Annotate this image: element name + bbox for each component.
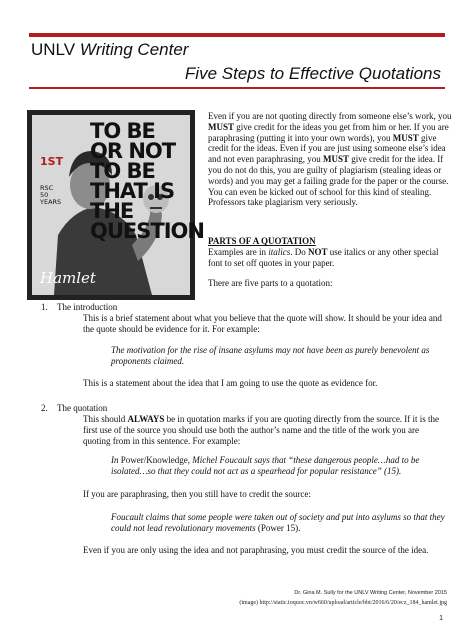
intro-must-1: MUST (208, 121, 235, 132)
stamp-org: RSC 50 YEARS (40, 184, 62, 206)
section-2-example-text: , Michel Foucault says that “these dangerous people…had to be isolated…so that they could not act as a spearhead for popular resistance” (15). (111, 455, 420, 476)
footer-image-credit: (image) http://static.toquoc.vn/w660/upload/article/bbt/2016/6/20/ecz_184_hamlet.jpg (239, 600, 447, 606)
header-top-bar (29, 33, 445, 37)
stamp-edition: 1ST (40, 155, 64, 168)
stamp-headline: TO BE OR NOT TO BE THAT IS THE QUESTION (90, 119, 204, 243)
parts-italics-word: italics (268, 246, 291, 257)
section-1-after: This is a statement about the idea that I am going to use the quote as evidence for. (83, 378, 378, 388)
section-1-example: The motivation for the rise of insane asylums may not have been as purely benevolent as proponents claimed. (111, 345, 430, 366)
parts-count-line: There are five parts to a quotation: (208, 278, 333, 289)
parts-text-2: . Do (290, 246, 308, 257)
hamlet-stamp-image (27, 110, 204, 300)
section-2-example-2 (111, 512, 446, 534)
section-2-always: ALWAYS (127, 414, 165, 424)
parts-heading: PARTS OF A QUOTATION (208, 236, 316, 246)
section-2-example-2-cite: (Power 15). (255, 522, 301, 533)
section-1-body: This is a brief statement about what you believe that the quote will show. It should be your idea and the quote should be evidence for it. For example: (83, 313, 442, 334)
parts-text-3: use italics or any other special font to set off quotes in your paper. (208, 246, 439, 268)
section-2-number: 2. (41, 403, 48, 413)
intro-must-3: MUST (322, 154, 349, 165)
header-title-italic: Writing Center (79, 40, 189, 59)
section-2-body-text-1: This should (83, 414, 128, 424)
parts-section (208, 236, 452, 289)
stamp-name: Hamlet (40, 269, 96, 287)
intro-text-2: give credit for the ideas you get from him or her. If you are paraphrasing (putting it into your own words), you (208, 121, 449, 143)
stamp-face (32, 115, 204, 295)
section-2-body-text-2: be in quotation marks if you are quoting directly from the source. If it is the first use of the source you should use both the author’s name and the title of the work you are quoting from in this sentence. For example: (83, 414, 440, 446)
intro-must-2: MUST (392, 132, 419, 143)
header-title-prefix: UNLV (31, 40, 80, 59)
section-2-paraphrase-line: If you are paraphrasing, then you still have to credit the source: (83, 489, 311, 499)
section-2-heading (41, 403, 107, 414)
intro-paragraph (208, 111, 452, 208)
intro-text-1: Even if you are not quoting directly from someone else’s work, you (208, 111, 452, 121)
parts-not-word: NOT (307, 246, 328, 257)
document-title: Five Steps to Effective Quotations (184, 64, 441, 83)
footer-credit: Dr. Gina M. Sully for the UNLV Writing Center, November 2015 (294, 590, 447, 596)
section-2-body (83, 414, 443, 446)
intro-text-4: give credit for the idea. If you do not do this, you are guilty of plagiarism (stealing ideas or words) and you may get a failing grade for the paper or the course. You can even be kicked out of school for this kind of stealing. Professors take plagiarism very seriously. (208, 154, 449, 208)
section-2-closing: Even if you are only using the idea and not paraphrasing, you must credit the source of the idea. (83, 545, 429, 555)
header-rule (29, 87, 445, 89)
section-2-example-pre: In (111, 455, 121, 465)
header-title (31, 40, 188, 60)
section-2-example (111, 455, 446, 477)
section-2-example-title: Power/Knowledge (120, 455, 188, 465)
section-1-title: The introduction (57, 302, 118, 312)
page-number: 1 (439, 615, 443, 622)
intro-text-3: give credit for the ideas. Even if you are just using someone else’s idea and not even paraphrasing, you (208, 132, 446, 165)
section-2-example-2-text: Foucault claims that some people were taken out of society and put into asylums so that they could not lead revolutionary movements (111, 512, 445, 533)
section-1-number: 1. (41, 302, 48, 312)
section-2-title: The quotation (57, 403, 108, 413)
section-1-heading (41, 302, 117, 313)
parts-text-1: Examples are in (208, 246, 269, 257)
